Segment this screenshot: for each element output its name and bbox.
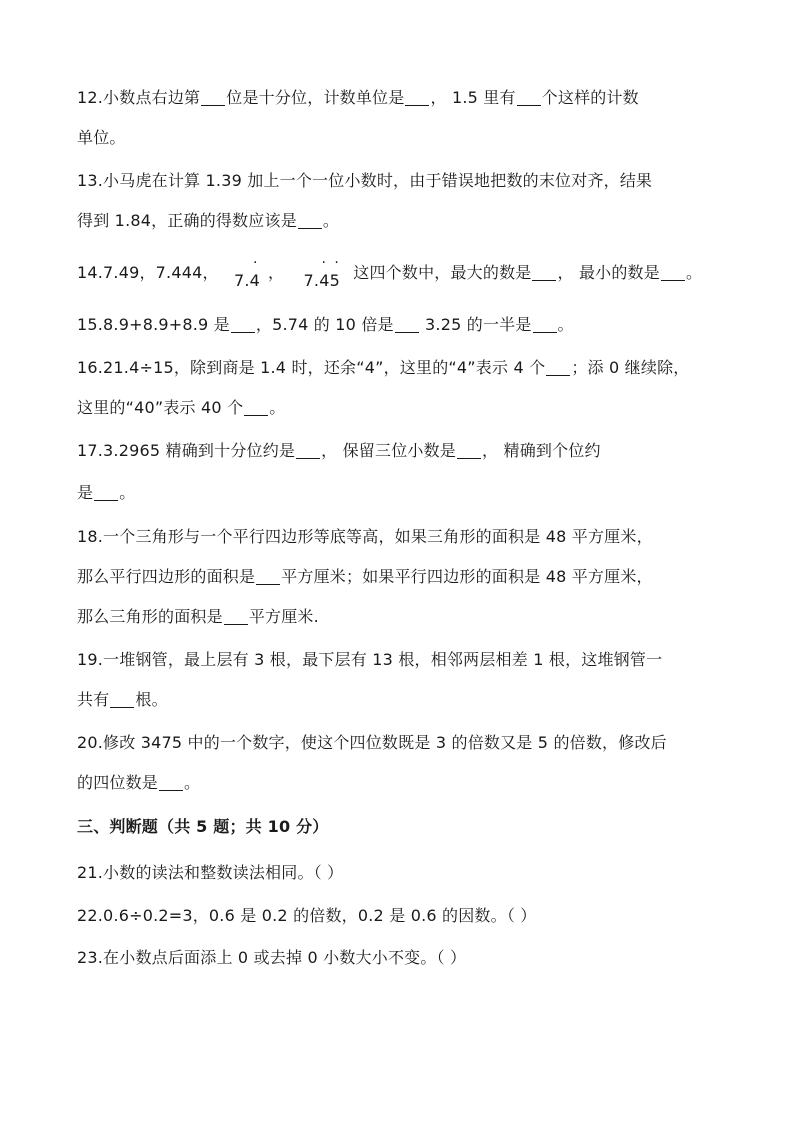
q15-text-b: ，5.74 的 10 倍是 (255, 315, 394, 334)
question-20-line-1 (77, 732, 667, 754)
q17-text-c: ， 精确到个位约 (482, 441, 601, 460)
q20-text-b: 的四位数是 (77, 773, 159, 792)
question-18-line-2 (77, 566, 653, 588)
q17-text-d: 是 (77, 483, 94, 502)
q13-text-c: 。 (322, 211, 340, 230)
repeating-decimal-2-base: 7.45 (303, 271, 340, 290)
q14-blank-1[interactable] (532, 264, 556, 281)
q18-blank-2[interactable] (224, 608, 248, 625)
q14-text-a: 14.7.49，7.444， (77, 263, 219, 282)
q12-blank-2[interactable] (405, 89, 429, 106)
q15-text-d: 。 (557, 315, 574, 334)
repeat-dots-2: · · (321, 255, 341, 271)
question-16-line-2 (77, 397, 285, 419)
q21-text: 21.小数的读法和整数读法相同。（ ） (77, 863, 344, 882)
q13-text-b: 得到 1.84，正确的得数应该是 (77, 211, 297, 230)
q18-text-c: 平方厘米；如果平行四边形的面积是 48 平方厘米， (281, 567, 653, 586)
q13-blank-1[interactable] (298, 212, 322, 229)
q18-text-e: 平方厘米. (248, 607, 319, 626)
q18-text-d: 那么三角形的面积是 (77, 607, 223, 626)
repeating-decimal-2 (303, 255, 341, 292)
question-13-line-1 (77, 170, 652, 192)
q18-text-b: 那么平行四边形的面积是 (77, 567, 256, 586)
q14-text-d: 。 (685, 263, 703, 282)
q19-text-a: 19.一堆钢管，最上层有 3 根，最下层有 13 根，相邻两层相差 1 根，这堆钢管一 (77, 650, 663, 669)
q13-text-a: 13.小马虎在计算 1.39 加上一个一位小数时，由于错误地把数的末位对齐，结果 (77, 171, 653, 190)
q22-text: 22.0.6÷0.2=3，0.6 是 0.2 的倍数，0.2 是 0.6 的因数。（ ） (77, 906, 537, 925)
question-13-line-2 (77, 210, 339, 232)
q14-blank-2[interactable] (661, 264, 685, 281)
q17-blank-1[interactable] (296, 442, 320, 459)
repeat-dot-1: · (252, 255, 258, 271)
question-16-line-1 (77, 357, 689, 379)
question-21-line (77, 862, 343, 884)
q18-text-a: 18.一个三角形与一个平行四边形等底等高，如果三角形的面积是 48 平方厘米， (77, 527, 653, 546)
q16-text-d: 。 (269, 398, 286, 417)
question-19-line-2 (77, 689, 168, 711)
q17-text-a: 17.3.2965 精确到十分位约是 (77, 441, 296, 460)
question-18-line-3 (77, 606, 319, 628)
q12-text-d: 个这样的计数 (541, 88, 639, 107)
q16-text-a: 16.21.4÷15，除到商是 1.4 时，还余“4”，这里的“4”表示 4 个 (77, 358, 546, 377)
q19-text-b: 共有 (77, 690, 110, 709)
q12-blank-3[interactable] (517, 89, 541, 106)
question-20-line-2 (77, 772, 200, 794)
q14-text-c: ， 最小的数是 (557, 263, 660, 282)
question-22-line (77, 905, 537, 927)
question-23-line (77, 947, 466, 969)
q15-blank-1[interactable] (231, 316, 255, 333)
question-18-line-1 (77, 526, 653, 548)
q19-blank-1[interactable] (110, 691, 134, 708)
q12-text-e: 单位。 (77, 128, 126, 147)
q16-blank-2[interactable] (244, 399, 268, 416)
q20-text-a: 20.修改 3475 中的一个数字，使这个四位数既是 3 的倍数又是 5 的倍数，修改后 (77, 733, 667, 752)
q16-text-b: ；添 0 继续除， (571, 358, 690, 377)
q16-text-c: 这里的“40”表示 40 个 (77, 398, 244, 417)
q17-blank-2[interactable] (457, 442, 481, 459)
question-17-line-2 (77, 482, 135, 504)
section-3-heading (77, 816, 328, 838)
q20-text-c: 。 (184, 773, 201, 792)
question-12-line-2 (77, 127, 126, 149)
section-3-title: 三、判断题（共 5 题；共 10 分） (77, 817, 329, 836)
q19-text-c: 根。 (135, 690, 168, 709)
q12-text-a: 12.小数点右边第 (77, 88, 201, 107)
repeating-decimal-1-base: 7.4 (233, 271, 261, 290)
q17-text-e: 。 (119, 483, 136, 502)
question-15-line (77, 314, 574, 336)
q15-blank-2[interactable] (395, 316, 419, 333)
q14-text-b: 这四个数中，最大的数是 (353, 263, 532, 282)
q23-text: 23.在小数点后面添上 0 或去掉 0 小数大小不变。（ ） (77, 948, 467, 967)
q15-text-a: 15.8.9+8.9+8.9 是 (77, 315, 230, 334)
question-17-line-1 (77, 440, 601, 462)
q12-text-c: ， 1.5 里有 (430, 88, 516, 107)
repeating-decimal-1 (233, 255, 261, 292)
q18-blank-1[interactable] (256, 568, 280, 585)
q15-text-c: 3.25 的一半是 (425, 315, 532, 334)
q20-blank-1[interactable] (159, 774, 183, 791)
q15-blank-3[interactable] (533, 316, 557, 333)
q14-separator: ， (268, 263, 285, 282)
q12-text-b: 位是十分位，计数单位是 (226, 88, 405, 107)
question-12-line-1 (77, 87, 639, 109)
question-14-line (77, 255, 703, 292)
q16-blank-1[interactable] (546, 359, 570, 376)
q17-text-b: ， 保留三位小数是 (321, 441, 457, 460)
q12-blank-1[interactable] (201, 89, 225, 106)
question-19-line-1 (77, 649, 662, 671)
q17-blank-3[interactable] (94, 484, 118, 501)
